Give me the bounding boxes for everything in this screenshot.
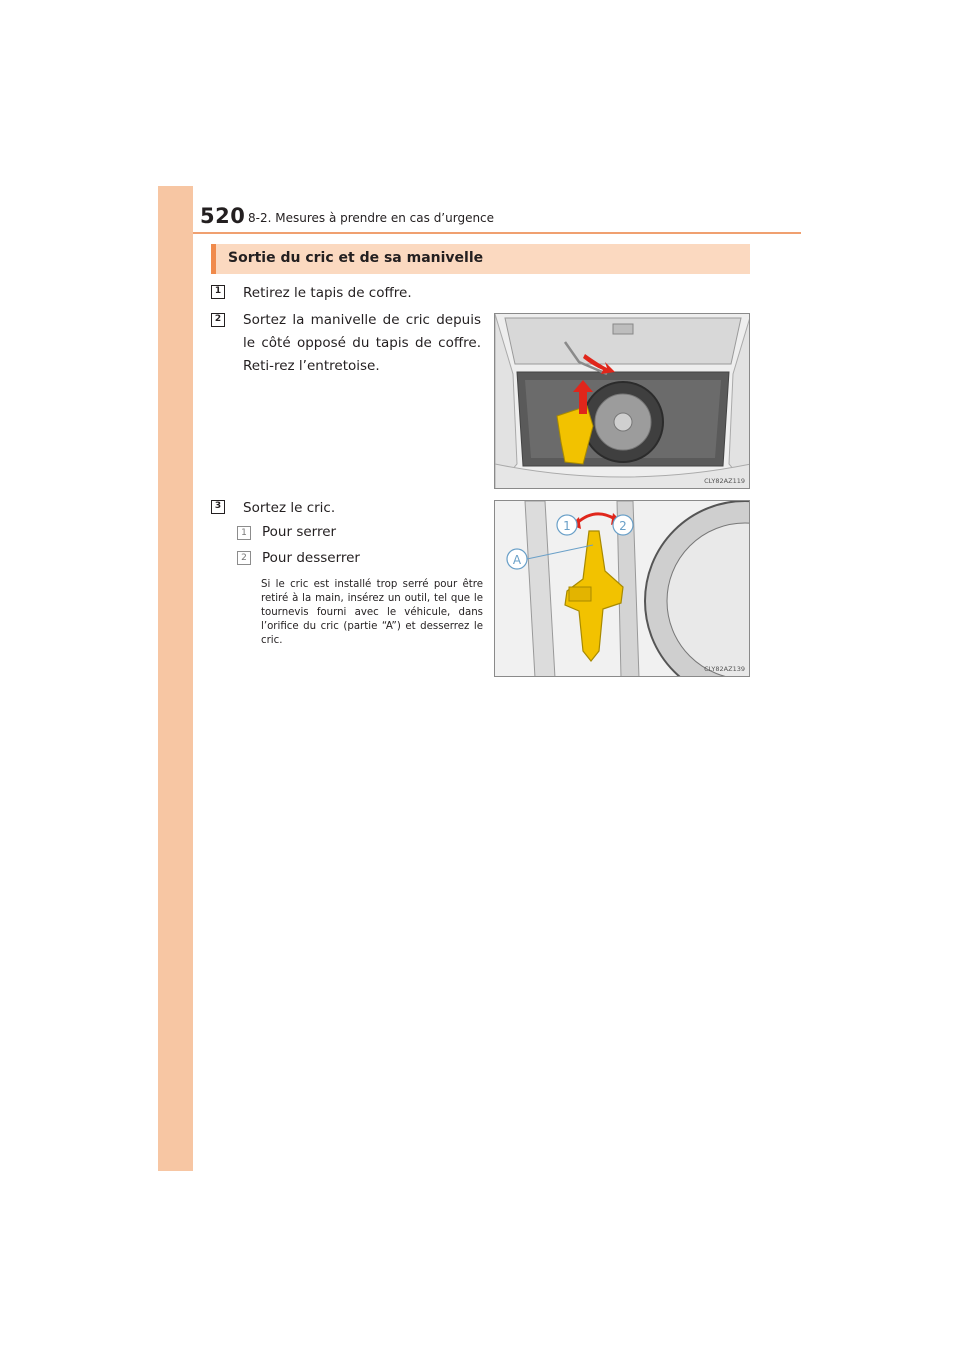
figure-1-code: CLY82AZ119 [704, 477, 745, 485]
callout-2-label: 2 [619, 519, 627, 533]
step-2-text: Sortez la manivelle de cric depuis le côté opposé du tapis de coffre. Reti-rez l’entretoise. [243, 312, 481, 374]
sub-item-1-text: Pour serrer [262, 524, 337, 540]
step-1-text: Retirez le tapis de coffre. [243, 285, 412, 301]
note-text: Si le cric est installé trop serré pour être retiré à la main, insérez un outil, tel que le tournevis fourni avec le véhicule, dans l’orifice du cric (partie “A”) et desserrez le cric. [261, 579, 483, 646]
trunk-drawing [495, 314, 750, 489]
sub-item-1-badge: 1 [237, 526, 251, 540]
step-1-badge: 1 [211, 285, 225, 299]
sub-item-2-text: Pour desserrer [262, 550, 360, 566]
side-tab-strip [158, 186, 193, 1171]
step-2-badge: 2 [211, 313, 225, 327]
trunk-illustration [494, 313, 750, 489]
page-number: 520 [200, 204, 246, 228]
section-title-bar [211, 244, 750, 274]
step-3-text: Sortez le cric. [243, 500, 336, 516]
header-divider [193, 232, 801, 234]
section-title: Sortie du cric et de sa manivelle [228, 250, 484, 266]
callout-1-label: 1 [563, 519, 571, 533]
sub-item-2-badge: 2 [237, 551, 251, 565]
step-3-badge: 3 [211, 500, 225, 514]
chapter-heading: 8-2. Mesures à prendre en cas d’urgence [248, 211, 495, 225]
callout-a-label: A [512, 553, 522, 567]
jack-illustration [494, 500, 750, 677]
jack-drawing [495, 501, 750, 677]
figure-2-code: CLY82AZ139 [704, 665, 745, 673]
